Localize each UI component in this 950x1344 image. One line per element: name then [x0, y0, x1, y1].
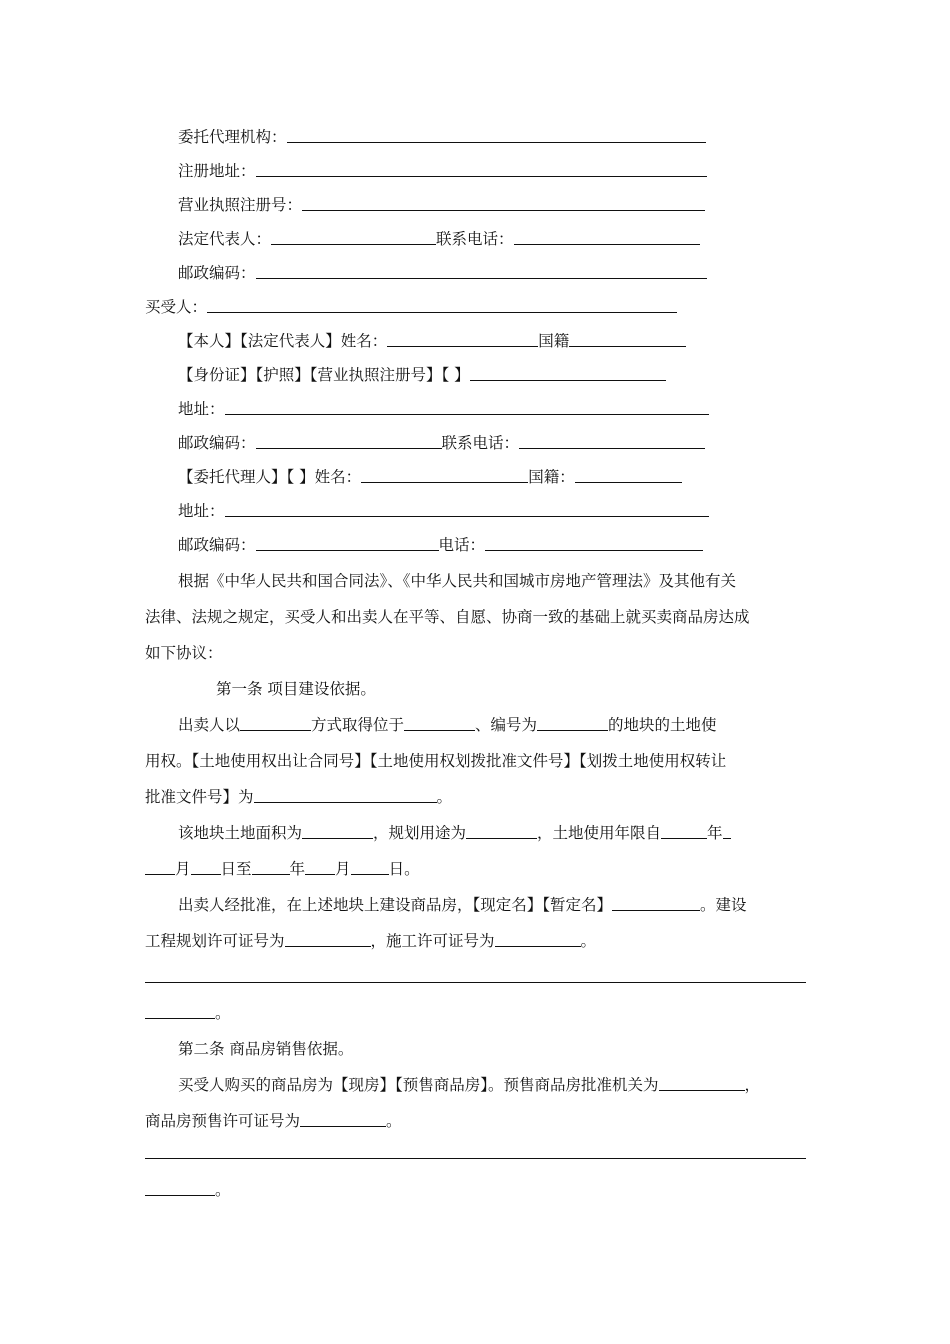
article-2-text: ，	[744, 1076, 761, 1094]
start-month-blank-a[interactable]	[723, 823, 731, 839]
article-1-text: 出卖人以	[178, 716, 241, 734]
article-1-text: 、编号为	[475, 716, 538, 734]
land-use-blank[interactable]	[466, 823, 537, 839]
land-area-blank[interactable]	[302, 823, 373, 839]
agent-postcode-blank[interactable]	[256, 535, 439, 551]
article-1-text: 批准文件号】为	[145, 788, 254, 806]
buyer-id-type-label: 【身份证】【护照】【营业执照注册号】【 】	[178, 366, 470, 384]
article-1-text: 方式取得位于	[311, 716, 405, 734]
article-1-text: ，规划用途为	[373, 824, 467, 842]
article-2-p1-line-1	[178, 1075, 760, 1095]
agency-postcode-label: 邮政编码：	[178, 264, 256, 282]
article-2-text: 。	[215, 1181, 231, 1199]
article-1-text: ，土地使用年限自	[537, 824, 662, 842]
article-2-extra-line-end	[145, 1180, 231, 1200]
agent-address-row	[178, 501, 709, 521]
start-month-blank-b[interactable]	[145, 859, 175, 875]
license-label: 营业执照注册号：	[178, 196, 303, 214]
article-1-extra-line[interactable]	[145, 982, 806, 983]
article-1-p2-line-2	[145, 859, 420, 879]
buyer-phone-label: 联系电话：	[441, 434, 520, 452]
agent-name-row	[178, 467, 682, 487]
agent-name-label: 【委托代理人】【 】姓名：	[178, 468, 362, 486]
registered-address-row	[178, 161, 707, 181]
buyer-postcode-blank[interactable]	[256, 433, 442, 449]
agent-nationality-blank[interactable]	[575, 467, 682, 483]
article-1-text: 工程规划许可证号为	[145, 932, 285, 950]
buyer-address-row	[178, 399, 709, 419]
article-1-text: 年	[707, 824, 723, 842]
article-1-text: 。	[580, 932, 597, 950]
article-2-extra-line[interactable]	[145, 1158, 806, 1159]
buyer-id-row	[178, 365, 666, 385]
buyer-label: 买受人：	[145, 298, 208, 316]
buyer-nationality-label: 国籍	[538, 332, 570, 350]
article-1-p2-line-1	[178, 823, 731, 843]
buyer-name-row	[178, 331, 686, 351]
article-1-text: 日至	[220, 860, 252, 878]
agency-name-row	[178, 127, 706, 147]
agent-phone-blank[interactable]	[485, 535, 703, 551]
legal-rep-row	[178, 229, 700, 249]
article-1-text: 。	[436, 788, 453, 806]
end-year-blank[interactable]	[252, 859, 290, 875]
article-2-extra-blank[interactable]	[145, 1180, 215, 1196]
article-1-text: 该地块土地面积为	[178, 824, 303, 842]
project-name-blank[interactable]	[612, 895, 700, 911]
legal-rep-blank[interactable]	[271, 229, 436, 245]
license-blank[interactable]	[302, 195, 705, 211]
article-2-text: 买受人购买的商品房为【现房】【预售商品房】。预售商品房批准机关为	[178, 1076, 659, 1094]
legal-rep-phone-blank[interactable]	[514, 229, 700, 245]
article-1-text: 日。	[388, 860, 420, 878]
end-month-blank[interactable]	[305, 859, 335, 875]
start-day-blank[interactable]	[191, 859, 221, 875]
article-1-extra-blank[interactable]	[145, 1003, 215, 1019]
legal-rep-label: 法定代表人：	[178, 230, 272, 248]
acquisition-method-blank[interactable]	[240, 715, 311, 731]
presale-authority-blank[interactable]	[659, 1075, 745, 1091]
article-1-p1-line-2: 用权。【土地使用权出让合同号】【土地使用权划拨批准文件号】【划拨土地使用权转让	[145, 752, 727, 770]
legal-rep-phone-label: 联系电话：	[436, 230, 514, 248]
article-1-text: 。建设	[700, 896, 747, 914]
construction-permit-blank[interactable]	[495, 931, 581, 947]
agency-name-blank[interactable]	[287, 127, 706, 143]
article-1-text: 月	[335, 860, 351, 878]
buyer-phone-blank[interactable]	[519, 433, 705, 449]
buyer-postcode-label: 邮政编码：	[178, 434, 256, 452]
article-1-p1-line-3	[145, 787, 452, 807]
agent-phone-label: 电话：	[438, 536, 486, 554]
buyer-blank[interactable]	[207, 297, 677, 313]
article-1-text: 月	[175, 860, 191, 878]
buyer-postcode-row	[178, 433, 705, 453]
agent-address-blank[interactable]	[225, 501, 709, 517]
agency-postcode-blank[interactable]	[256, 263, 707, 279]
buyer-id-blank[interactable]	[470, 365, 666, 381]
buyer-name-blank[interactable]	[387, 331, 538, 347]
buyer-name-label: 【本人】【法定代表人】姓名：	[178, 332, 388, 350]
license-row	[178, 195, 705, 215]
article-2-text: 商品房预售许可证号为	[145, 1112, 301, 1130]
preamble-line-1: 根据《中华人民共和国合同法》、《中华人民共和国城市房地产管理法》及其他有关	[178, 572, 737, 590]
article-1-p3-line-2	[145, 931, 596, 951]
article-1-text: ，施工许可证号为	[370, 932, 495, 950]
article-1-p3-line-1	[178, 895, 747, 915]
land-number-blank[interactable]	[537, 715, 608, 731]
buyer-nationality-blank[interactable]	[569, 331, 686, 347]
article-1-p1-line-1	[178, 715, 717, 735]
registered-address-blank[interactable]	[256, 161, 707, 177]
agent-nationality-label: 国籍：	[528, 468, 575, 486]
agency-name-label: 委托代理机构：	[178, 128, 287, 146]
article-2-p1-line-2	[145, 1111, 402, 1131]
agent-address-label: 地址：	[178, 502, 225, 520]
agent-name-blank[interactable]	[361, 467, 528, 483]
agent-postcode-label: 邮政编码：	[178, 536, 256, 554]
article-1-text: 出卖人经批准，在上述地块上建设商品房，【现定名】【暂定名】	[178, 896, 613, 914]
article-1-extra-line-end	[145, 1003, 231, 1023]
start-year-blank[interactable]	[661, 823, 707, 839]
buyer-address-blank[interactable]	[225, 399, 709, 415]
article-1-text: 。	[215, 1004, 231, 1022]
land-location-blank[interactable]	[404, 715, 475, 731]
buyer-row	[145, 297, 677, 317]
planning-permit-blank[interactable]	[285, 931, 371, 947]
article-2-title: 第二条 商品房销售依据。	[178, 1040, 354, 1058]
article-1-title: 第一条 项目建设依据。	[216, 680, 376, 698]
preamble-line-3: 如下协议：	[145, 644, 223, 662]
presale-permit-blank[interactable]	[300, 1111, 386, 1127]
end-day-blank[interactable]	[351, 859, 389, 875]
article-1-text: 的地块的土地使	[608, 716, 717, 734]
agency-postcode-row	[178, 263, 707, 283]
preamble-line-2: 法律、法规之规定，买受人和出卖人在平等、自愿、协商一致的基础上就买卖商品房达成	[145, 608, 750, 626]
agent-postcode-row	[178, 535, 703, 555]
article-1-text: 年	[289, 860, 306, 878]
registered-address-label: 注册地址：	[178, 162, 256, 180]
article-2-text: 。	[386, 1112, 402, 1130]
land-contract-number-blank[interactable]	[254, 787, 437, 803]
buyer-address-label: 地址：	[178, 400, 225, 418]
